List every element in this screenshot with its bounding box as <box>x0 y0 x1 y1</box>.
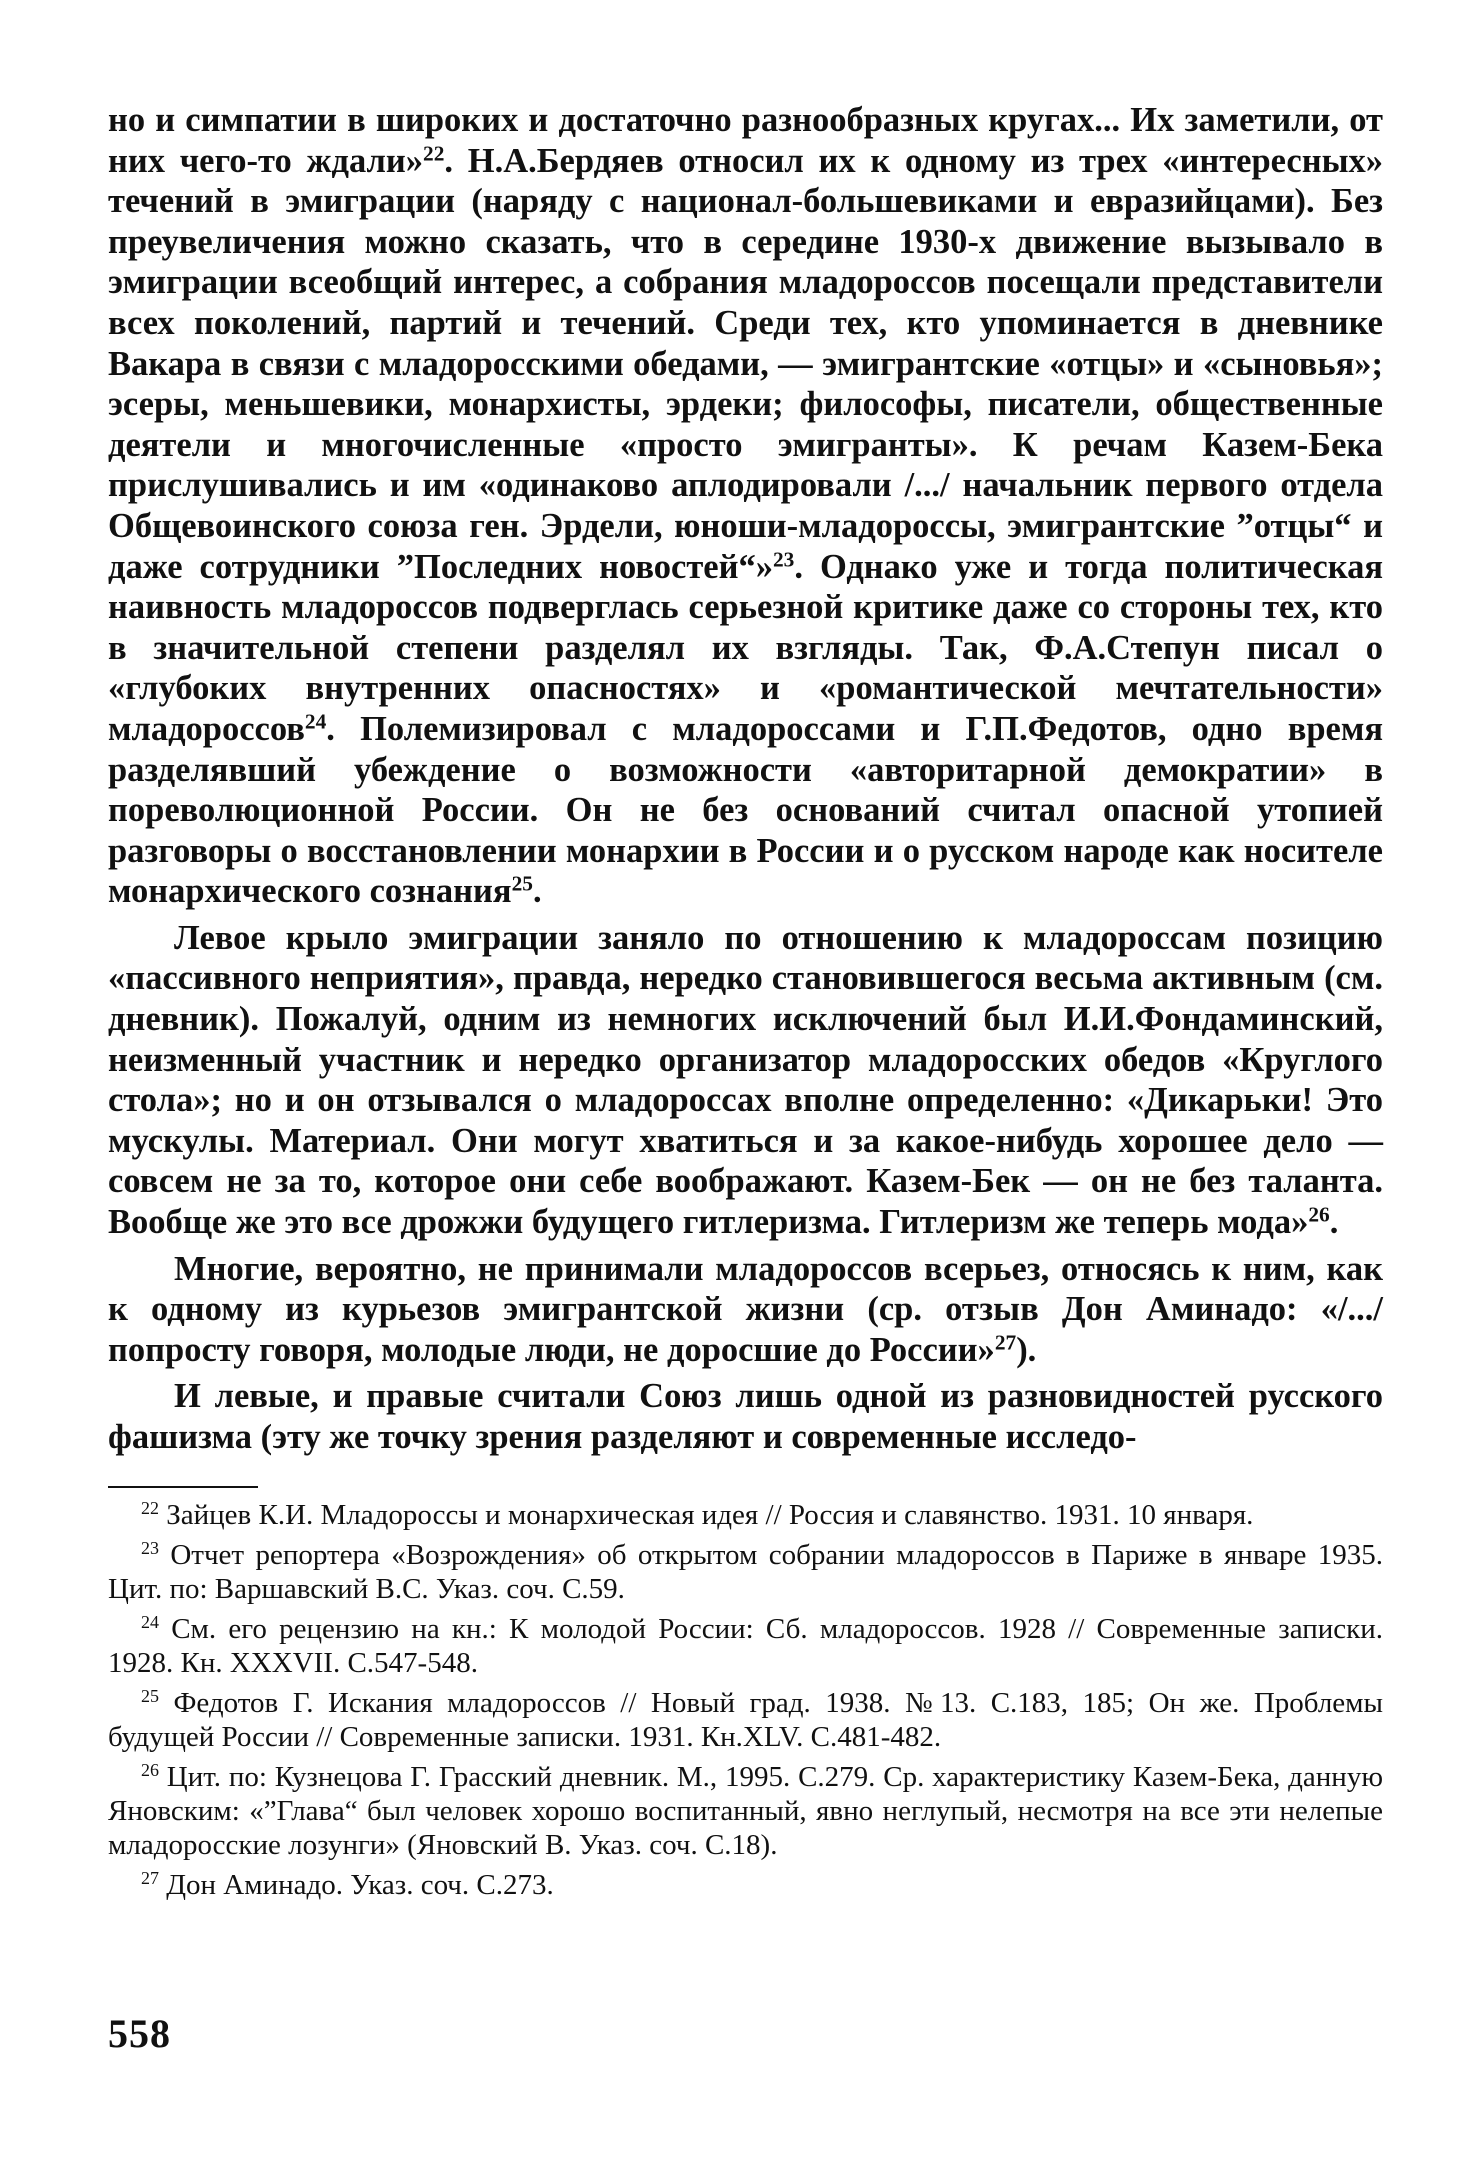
footnote-number: 25 <box>141 1685 159 1706</box>
main-text <box>108 100 1383 1458</box>
text-run: Многие, вероятно, не принимали младороссов всерьез, относясь к ним, как к одному из курьезов эмигрантской жизни (ср. отзыв Дон Аминадо: «/.../ попросту говоря, молодые люди, не доросшие до России» <box>108 1249 1383 1369</box>
paragraph <box>108 100 1383 912</box>
footnote-text: Зайцев К.И. Младороссы и монархическая идея // Россия и славянство. 1931. 10 января. <box>158 1498 1254 1531</box>
footnote-ref: 25 <box>511 871 533 896</box>
footnote-text: Отчет репортера «Возрождения» об открытом собрании младороссов в Париже в январе 1935. Цит. по: Варшавский В.С. Указ. соч. С.59. <box>108 1538 1383 1605</box>
footnote-ref: 26 <box>1308 1202 1330 1227</box>
paragraph <box>108 1249 1383 1371</box>
text-run: но и симпатии в широких и достаточно разнообразных кругах... Их заметили, от них чего-то ждали» <box>108 101 1383 180</box>
footnote <box>108 1538 1383 1606</box>
footnote-text: Дон Аминадо. Указ. соч. С.273. <box>158 1868 554 1901</box>
text-run: И левые, и правые считали Союз лишь одной из разновидностей русского фашизма (эту же точку зрения разделяют и современные исследо- <box>108 1377 1383 1456</box>
footnote-separator <box>108 1486 258 1488</box>
footnote-text: Федотов Г. Искания младороссов // Новый град. 1938. №13. С.183, 185; Он же. Проблемы будущей России // Современные записки. 1931. Кн.XLV. С.481-482. <box>108 1686 1383 1753</box>
footnote-number: 27 <box>141 1867 159 1888</box>
footnotes <box>108 1498 1383 1902</box>
text-run: . <box>1329 1203 1339 1242</box>
footnote-number: 26 <box>141 1759 159 1780</box>
text-run: ). <box>1016 1330 1037 1369</box>
footnote <box>108 1686 1383 1754</box>
footnote <box>108 1498 1383 1532</box>
footnote-ref: 23 <box>772 546 795 571</box>
text-run: . Полемизировал с младороссами и Г.П.Федотов, одно время разделявший убеждение о возможности «авторитарной демократии» в пореволюционной России. Он не без оснований считал опасной утопией разговоры о восстановлении монархии в России и о русском народе как носителе монархического сознания <box>108 709 1383 911</box>
page-number: 558 <box>108 2011 171 2056</box>
footnote-text: Цит. по: Кузнецова Г. Грасский дневник. М., 1995. С.279. Ср. характеристику Казем-Бека, данную Яновским: «”Глава“ был человек хорошо воспитанный, явно неглупый, несмотря на все эти нелепые младоросские лозунги» (Яновский В. Указ. соч. С.18). <box>108 1760 1383 1861</box>
book-page <box>108 100 1383 1908</box>
footnote-number: 23 <box>141 1537 159 1558</box>
footnote-number: 22 <box>141 1497 159 1518</box>
footnote-number: 24 <box>141 1611 159 1632</box>
footnote-ref: 27 <box>994 1330 1017 1355</box>
paragraph <box>108 1376 1383 1457</box>
text-run: . Н.А.Бердяев относил их к одному из трех «интересных» течений в эмиграции (наряду с национал-большевиками и евразийцами). Без преувеличения можно сказать, что в середине 1930-х движение вызывало в эмиграции всеобщий интерес, а собрания младороссов посещали представители всех поколений, партий и течений. Среди тех, кто упоминается в дневнике Вакара в связи с младоросскими обедами, — эмигрантские «отцы» и «сыновья»; эсеры, меньшевики, монархисты, эрдеки; философы, писатели, общественные деятели и многочисленные «просто эмигранты». К речам Казем-Бека прислушивались и им «одинаково аплодировали /.../ начальник первого отдела Общевоинского союза ген. Эрдели, юноши-младороссы, эмигрантские ”отцы“ и даже сотрудники ”Последних новостей“» <box>108 141 1384 586</box>
text-run: . <box>532 872 542 911</box>
footnote-ref: 22 <box>423 140 445 165</box>
footnote-ref: 24 <box>304 709 327 734</box>
footnote <box>108 1868 1383 1902</box>
footnote <box>108 1612 1383 1680</box>
paragraph <box>108 918 1383 1243</box>
footnote-text: См. его рецензию на кн.: К молодой России: Сб. младороссов. 1928 // Современные записки. 1928. Кн. XXXVII. С.547-548. <box>108 1612 1383 1679</box>
footnote <box>108 1760 1383 1862</box>
text-run: . Однако уже и тогда политическая наивность младороссов подверглась серьезной критике даже со стороны тех, кто в значительной степени разделял их взгляды. Так, Ф.А.Степун писал о «глубоких внутренних опасностях» и «романтической мечтательности» младороссов <box>108 547 1383 748</box>
text-run: Левое крыло эмиграции заняло по отношению к младороссам позицию «пассивного неприятия», правда, нередко становившегося весьма активным (см. дневник). Пожалуй, одним из немногих исключений был И.И.Фондаминский, неизменный участник и нередко организатор младоросских обедов «Круглого стола»; но и он отзывался о младороссах вполне определенно: «Дикарьки! Это мускулы. Материал. Они могут хватиться и за какое-нибудь хорошее дело — совсем не за то, которое они себе воображают. Казем-Бек — он не без таланта. Вообще же это все дрожжи будущего гитлеризма. Гитлеризм же теперь мода» <box>108 918 1383 1242</box>
